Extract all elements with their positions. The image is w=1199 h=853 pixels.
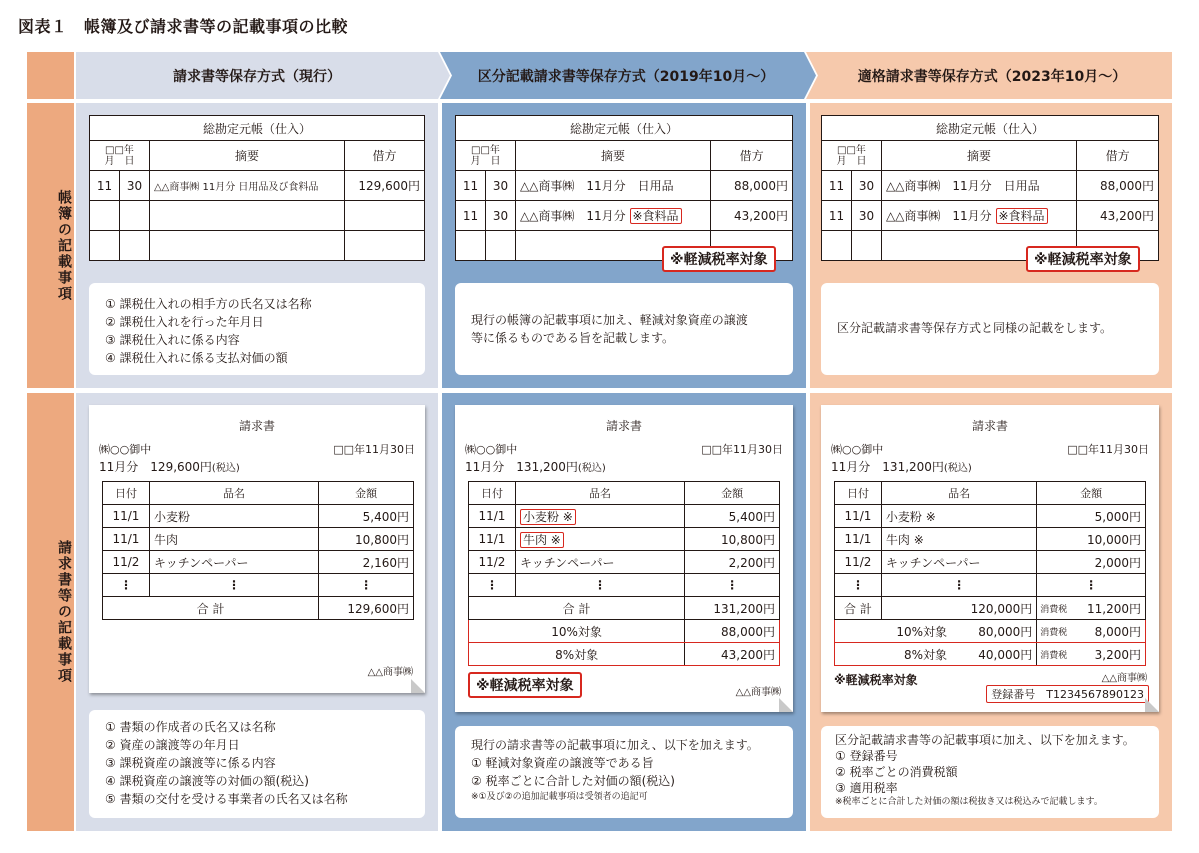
- reduced-rate-tag: ※軽減税率対象: [468, 672, 582, 698]
- header-corner: [27, 52, 74, 99]
- table-row: 11/1 小麦粉 5,400円: [103, 505, 414, 528]
- food-mark: ※食料品: [996, 208, 1048, 224]
- invoice-notes-col3: 区分記載請求書等の記載事項に加え、以下を加えます。 ① 登録番号 ② 税率ごとの消費税額 ③ 適用税率 ※税率ごとに合計した対価の額は税抜き又は税込みで記載します。: [821, 726, 1159, 818]
- invoice-issuer: △△商事㈱: [1101, 673, 1147, 684]
- table-row: 11/1 牛肉 ※ 10,000円: [835, 528, 1146, 551]
- ledger-summary-header: 摘要: [515, 141, 710, 171]
- invoice-recipient: ㈱○○御中: [99, 443, 152, 456]
- table-row: 11/2 キッチンペーパー 2,000円: [835, 551, 1146, 574]
- invoice-issuer: △△商事㈱: [735, 687, 781, 698]
- table-row: 11/2 キッチンペーパー 2,200円: [469, 551, 780, 574]
- ledger-date-header: □□年 月 日: [90, 141, 150, 171]
- table-row: 11/2 キッチンペーパー 2,160円: [103, 551, 414, 574]
- invoice-items-col2: 日付 品名 金額 11/1 小麦粉 ※ 5,400円 11/1 牛肉 ※ 10,800円 11/2 キッチンペーパー 2,200円 ⋮ ⋮ ⋮ 合 計 131,200円 10%対象 88,000円 8%対象 43,200円: [468, 481, 780, 666]
- table-row: 11 30 △△商事㈱ 11月分 日用品及び食料品 129,600円: [90, 171, 425, 201]
- row-header-invoices: 請求書等の記載事項: [27, 393, 74, 831]
- rate-8-row: 8%対象 43,200円: [469, 643, 780, 666]
- ledger-debit-header: 借方: [711, 141, 793, 171]
- reduced-rate-text: ※軽減税率対象: [834, 673, 918, 687]
- table-row: 11 30 △△商事㈱ 11月分 ※食料品 43,200円: [822, 201, 1159, 231]
- invoice-items-col3: 日付 品名 金額 11/1 小麦粉 ※ 5,000円 11/1 牛肉 ※ 10,000円 11/2 キッチンペーパー 2,000円 ⋮ ⋮ ⋮ 合 計 120,000円 消費税 11,200円 10%対象 80,000円 消費税 8,000円 8%対象 40,000円 消費税 3,200円: [834, 481, 1146, 666]
- reduced-rate-tag: ※軽減税率対象: [1026, 246, 1140, 272]
- registration-number: 登録番号 T1234567890123: [986, 685, 1149, 703]
- invoice-notes-col1: ① 書類の作成者の氏名又は名称 ② 資産の譲渡等の年月日 ③ 課税資産の譲渡等に係る内容 ④ 課税資産の譲渡等の対価の額(税込) ⑤ 書類の交付を受ける事業者の氏名又は名称: [89, 710, 425, 818]
- book-notes-col3: 区分記載請求書等保存方式と同様の記載をします。: [821, 283, 1159, 375]
- col1-header: 請求書等保存方式（現行）: [173, 68, 341, 85]
- total-row: 合 計 131,200円: [469, 597, 780, 620]
- table-row: 11/1 牛肉 ※ 10,800円: [469, 528, 780, 551]
- book-notes-col1: ① 課税仕入れの相手方の氏名又は名称 ② 課税仕入れを行った年月日 ③ 課税仕入れに係る内容 ④ 課税仕入れに係る支払対価の額: [89, 283, 425, 375]
- ledger-date-header: □□年 月 日: [456, 141, 516, 171]
- total-row: 合 計 129,600円: [103, 597, 414, 620]
- table-row: 11/1 小麦粉 ※ 5,400円: [469, 505, 780, 528]
- ledger-title: 総勘定元帳（仕入）: [456, 116, 793, 141]
- page-fold: [411, 679, 425, 693]
- invoice-amount: 11月分 131,200円(税込): [465, 460, 606, 474]
- table-row: 11 30 △△商事㈱ 11月分 ※食料品 43,200円: [456, 201, 793, 231]
- table-row: ⋮ ⋮ ⋮: [469, 574, 780, 597]
- rate-10-row: 10%対象 80,000円 消費税 8,000円: [835, 620, 1146, 643]
- ledger-title: 総勘定元帳（仕入）: [822, 116, 1159, 141]
- invoice-title: 請求書: [238, 419, 275, 433]
- table-row: [90, 231, 425, 261]
- invoice-date: □□年11月30日: [1067, 443, 1149, 456]
- col3-header: 適格請求書等保存方式（2023年10月～）: [857, 68, 1127, 85]
- invoice-title: 請求書: [971, 419, 1008, 433]
- table-row: 11 30 △△商事㈱ 11月分 日用品 88,000円: [822, 171, 1159, 201]
- ledger-debit-header: 借方: [1077, 141, 1159, 171]
- table-row: ⋮ ⋮ ⋮: [835, 574, 1146, 597]
- invoice-recipient: ㈱○○御中: [465, 443, 518, 456]
- invoice-notes-col2: 現行の請求書等の記載事項に加え、以下を加えます。 ① 軽減対象資産の譲渡等である旨 ② 税率ごとに合計した対価の額(税込) ※①及び②の追加記載事項は受領者の追記可: [455, 726, 793, 818]
- invoice-items-col1: 日付 品名 金額 11/1 小麦粉 5,400円 11/1 牛肉 10,800円 11/2 キッチンペーパー 2,160円 ⋮ ⋮ ⋮ 合 計 129,600円: [102, 481, 414, 620]
- invoice-col2: [455, 405, 793, 712]
- rate-8-row: 8%対象 40,000円 消費税 3,200円: [835, 643, 1146, 666]
- table-row: 11 30 △△商事㈱ 11月分 日用品 88,000円: [456, 171, 793, 201]
- ledger-table-col1: [89, 115, 425, 261]
- page-title: 図表１ 帳簿及び請求書等の記載事項の比較: [18, 17, 349, 36]
- invoice-amount: 11月分 131,200円(税込): [831, 460, 972, 474]
- reduced-rate-tag: ※軽減税率対象: [662, 246, 776, 272]
- food-mark: ※食料品: [630, 208, 682, 224]
- ledger-title: 総勘定元帳（仕入）: [90, 116, 425, 141]
- ledger-summary-header: 摘要: [149, 141, 344, 171]
- rate-10-row: 10%対象 88,000円: [469, 620, 780, 643]
- invoice-col3: [821, 405, 1159, 712]
- row-header-books: 帳簿の記載事項: [27, 103, 74, 388]
- invoice-date: □□年11月30日: [701, 443, 783, 456]
- total-row: 合 計 120,000円 消費税 11,200円: [835, 597, 1146, 620]
- ledger-table-col2: [455, 115, 793, 261]
- book-notes-col2: 現行の帳簿の記載事項に加え、軽減対象資産の譲渡 等に係るものである旨を記載します。: [455, 283, 793, 375]
- col2-header: 区分記載請求書等保存方式（2019年10月～）: [477, 68, 775, 85]
- invoice-issuer: △△商事㈱: [367, 667, 413, 678]
- page-fold: [779, 698, 793, 712]
- invoice-date: □□年11月30日: [333, 443, 415, 456]
- ledger-summary-header: 摘要: [881, 141, 1076, 171]
- ledger-debit-header: 借方: [345, 141, 425, 171]
- table-row: 11/1 牛肉 10,800円: [103, 528, 414, 551]
- invoice-col1: [89, 405, 425, 693]
- page-fold: [1145, 698, 1159, 712]
- invoice-recipient: ㈱○○御中: [831, 443, 884, 456]
- ledger-date-header: □□年 月 日: [822, 141, 882, 171]
- invoice-title: 請求書: [605, 419, 642, 433]
- ledger-table-col3: [821, 115, 1159, 261]
- table-row: ⋮ ⋮ ⋮: [103, 574, 414, 597]
- table-row: [90, 201, 425, 231]
- table-row: 11/1 小麦粉 ※ 5,000円: [835, 505, 1146, 528]
- invoice-amount: 11月分 129,600円(税込): [99, 460, 240, 474]
